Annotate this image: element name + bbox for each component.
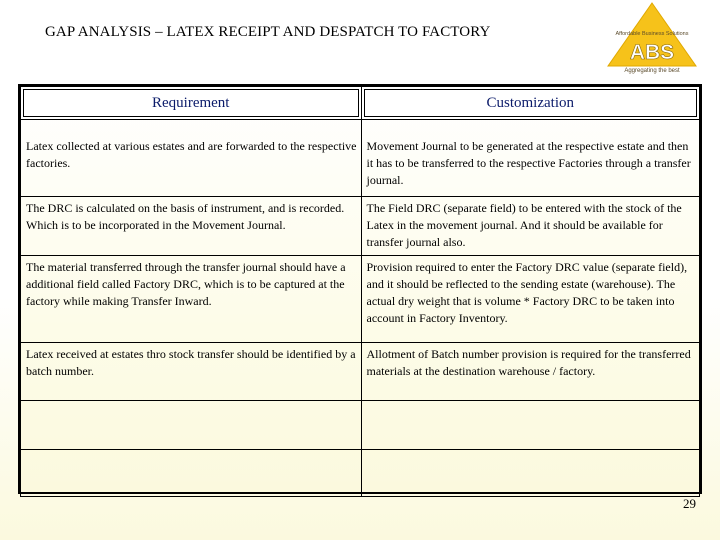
table-header-row	[21, 87, 700, 120]
requirement-cell: The DRC is calculated on the basis of instrument, and is recorded. Which is to be incorporated in the Movement Journal.	[21, 197, 362, 256]
table-row	[21, 256, 700, 343]
customization-cell: Allotment of Batch number provision is required for the transferred materials at the destination warehouse / factory.	[361, 343, 700, 401]
abs-logo	[604, 2, 700, 74]
requirement-cell: The material transferred through the transfer journal should have a additional field called Factory DRC, which is to be captured at the factory while making Transfer Inward.	[21, 256, 362, 343]
table-row	[21, 401, 700, 450]
customization-cell	[361, 401, 700, 450]
logo-tagline-top: Affordable Business Solutions	[615, 31, 689, 37]
header-requirement: Requirement	[23, 89, 359, 117]
gap-analysis-table	[20, 86, 700, 497]
table-row	[21, 343, 700, 401]
page-number: 29	[683, 496, 696, 511]
requirement-cell: Latex collected at various estates and are forwarded to the respective factories.	[21, 120, 362, 197]
gap-analysis-table-frame	[18, 84, 702, 494]
logo-letters: ABS	[629, 41, 675, 64]
customization-cell: Movement Journal to be generated at the respective estate and then it has to be transferred to the respective Factories through a transfer journal.	[361, 120, 700, 197]
customization-cell: The Field DRC (separate field) to be entered with the stock of the Latex in the movement journal. And it should be available for transfer journal also.	[361, 197, 700, 256]
requirement-cell	[21, 401, 362, 450]
table-row	[21, 450, 700, 497]
page-title: GAP ANALYSIS – LATEX RECEIPT AND DESPATCH TO FACTORY	[45, 24, 491, 40]
customization-cell: Provision required to enter the Factory DRC value (separate field), and it should be reflected to the sending estate (warehouse). The actual dry weight that is volume * Factory DRC to be taken into account in Factory Inventory.	[361, 256, 700, 343]
table-row	[21, 120, 700, 197]
requirement-cell	[21, 450, 362, 497]
logo-tagline-bottom: Aggregating the best	[624, 68, 680, 74]
customization-cell	[361, 450, 700, 497]
requirement-cell: Latex received at estates thro stock transfer should be identified by a batch number.	[21, 343, 362, 401]
table-row	[21, 197, 700, 256]
header-customization: Customization	[364, 89, 698, 117]
